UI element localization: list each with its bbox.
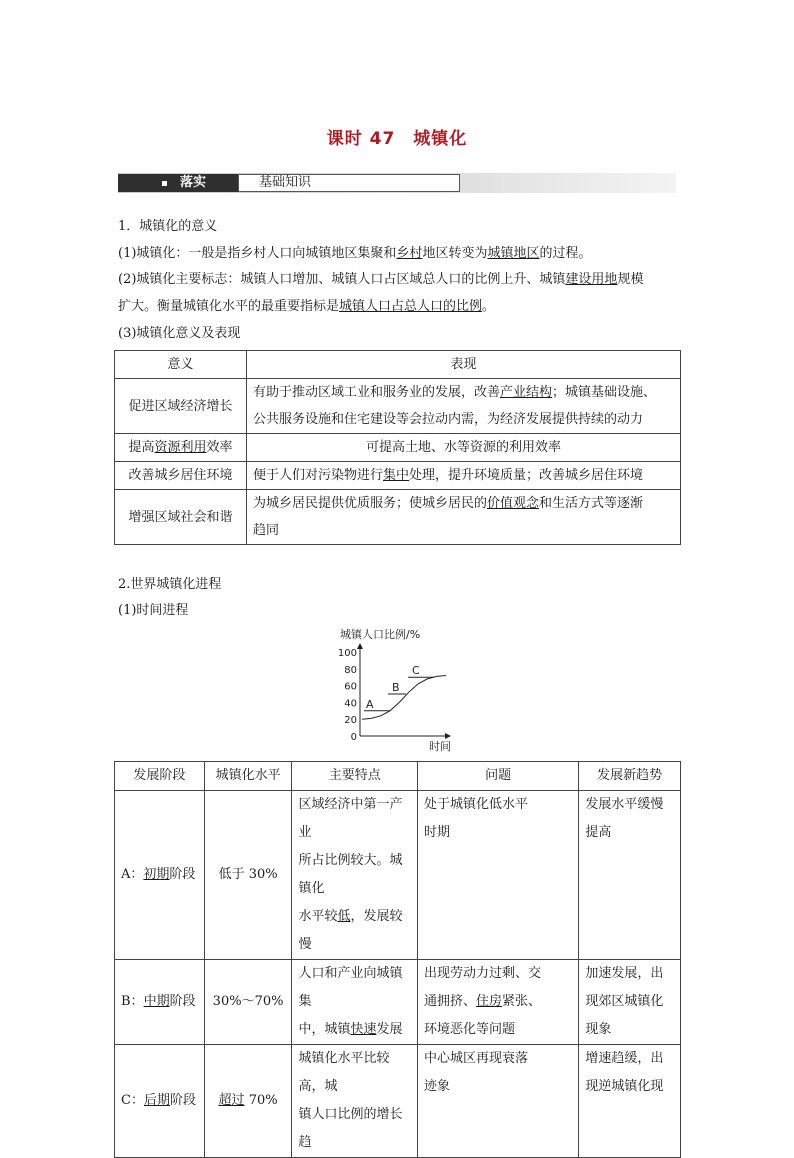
text-run: 30%～70% [212, 994, 284, 1009]
table-cell [115, 960, 205, 1045]
text-run: 区域经济中第一产业 [298, 797, 403, 840]
text-run: 的过程。 [539, 246, 592, 261]
table-row [115, 791, 681, 960]
text-run: C： [121, 1093, 144, 1108]
table-row [115, 462, 681, 490]
text-run-underlined: 资源利用 [154, 440, 207, 455]
sec2-heading: 2.世界城镇化进程 [118, 577, 222, 592]
text-run: 地区转变为 [422, 246, 488, 261]
table-cell [204, 1045, 292, 1158]
x-axis-label: 时间 [429, 740, 451, 753]
table-cell [579, 1045, 681, 1158]
table-cell [292, 960, 418, 1045]
significance-table [114, 350, 681, 545]
table-header-cell: 发展阶段 [115, 762, 205, 791]
table-header-cell: 城镇化水平 [204, 762, 292, 791]
text-run: 公共服务设施和住宅建设等会拉动内需，为经济发展提供持续的动力 [253, 412, 644, 427]
text-run: 。 [482, 299, 496, 314]
y-tick-label: 20 [344, 715, 357, 727]
text-run: 阶段 [169, 1093, 196, 1108]
text-run-underlined: 城镇人口占总人口的比例 [339, 299, 483, 314]
text-run: 现逆城镇化现 [585, 1079, 664, 1094]
text-run: 为城乡居民提供优质服务；使城乡居民的 [253, 496, 488, 511]
text-run-underlined: 中期 [143, 994, 170, 1009]
stage-marks [364, 664, 434, 711]
banner-right-label: 基础知识 [259, 175, 312, 190]
text-run-underlined: 快速 [350, 1022, 377, 1037]
table-cell [292, 791, 418, 960]
y-tick-label: 80 [344, 664, 357, 676]
text-run-underlined: 超过 [218, 1093, 245, 1108]
text-run: 出现劳动力过剩、交 [423, 966, 541, 981]
y-axis-label: 城镇人口比例/% [340, 628, 421, 641]
text-run: A： [121, 867, 144, 882]
table-row [115, 490, 681, 545]
table-cell: 可提高土地、水等资源的利用效率 [247, 434, 681, 462]
text-run: 环境恶化等问题 [423, 1022, 515, 1037]
text-run: 提高 [128, 440, 155, 455]
banner-left-label: 落实 [180, 175, 207, 190]
table-header-cell: 意义 [115, 351, 247, 379]
text-run: 中，城镇 [298, 1022, 351, 1037]
text-run: 有助于推动区域工业和服务业的发展，改善 [253, 385, 501, 400]
table-row [115, 379, 681, 434]
table-cell [115, 434, 247, 462]
text-run: 便于人们对污染物进行 [253, 468, 384, 483]
text-run: 提高 [585, 825, 612, 840]
stage-mark-label: B [392, 681, 400, 694]
text-run: B： [121, 994, 144, 1009]
text-run: 扩大。衡量城镇化水平的最重要指标是 [118, 299, 340, 314]
text-run: 规模 [617, 272, 644, 287]
text-run: 人口和产业向城镇集 [298, 966, 403, 1009]
text-run: 趋同 [253, 523, 280, 538]
table-cell [247, 490, 681, 545]
sec1-p1 [118, 245, 591, 262]
text-run-underlined: 城镇地区 [487, 246, 540, 261]
square-bullet-icon [162, 181, 167, 186]
table-header-cell: 主要特点 [292, 762, 418, 791]
table-cell [204, 791, 292, 960]
page-title: 课时 47 城镇化 [326, 129, 468, 149]
banner-light-tab [238, 174, 460, 192]
text-run: (1)城镇化：一般是指乡村人口向城镇地区集聚和 [118, 246, 397, 261]
urbanization-curve [362, 676, 446, 720]
table-cell [247, 462, 681, 490]
section-banner [118, 173, 676, 193]
table-header-row [115, 762, 681, 791]
text-run: 发展 [376, 1022, 403, 1037]
text-run: ，发展较慢 [298, 909, 403, 952]
sec1-p2a [118, 271, 643, 288]
text-run: 中心城区再现衰落 [423, 1051, 528, 1066]
table-cell [292, 1045, 418, 1158]
text-run: 镇人口比例的增长趋 [298, 1107, 403, 1150]
table-row [115, 434, 681, 462]
table-cell [579, 791, 681, 960]
text-run-underlined: 建设用地 [565, 272, 618, 287]
text-run: 70% [244, 1093, 278, 1108]
text-run-underlined: 集中 [383, 468, 410, 483]
text-run: 现郊区城镇化 [585, 994, 664, 1009]
text-run: 和生活方式等逐渐 [539, 496, 644, 511]
table-header-cell: 发展新趋势 [579, 762, 681, 791]
sec1-heading: 1．城镇化的意义 [118, 219, 218, 234]
table-header-cell: 问题 [417, 762, 578, 791]
table-row [115, 960, 681, 1045]
text-run-underlined: 产业结构 [500, 385, 553, 400]
text-run-underlined: 低 [337, 909, 351, 924]
text-run: (2)城镇化主要标志：城镇人口增加、城镇人口占区域总人口的比例上升、城镇 [118, 272, 566, 287]
text-run: 迹象 [423, 1079, 450, 1094]
sec2-sub: (1)时间进程 [118, 603, 189, 618]
text-run: 效率 [206, 440, 233, 455]
text-run: 处理，提升环境质量；改善城乡居住环境 [409, 468, 644, 483]
text-run: 增速趋缓，出 [585, 1051, 664, 1066]
table-cell: 改善城乡居住环境 [115, 462, 247, 490]
table-cell: 促进区域经济增长 [115, 379, 247, 434]
stage-mark-label: A [366, 697, 374, 711]
text-run: 时期 [423, 825, 450, 840]
table-cell [247, 379, 681, 434]
text-run: 发展水平缓慢 [585, 797, 664, 812]
table-cell [115, 1045, 205, 1158]
table-cell [417, 1045, 578, 1158]
text-run: 阶段 [169, 867, 196, 882]
text-run: 阶段 [169, 994, 196, 1009]
y-ticks [338, 648, 357, 743]
urbanization-stage-table [114, 761, 681, 1158]
table-cell [204, 960, 292, 1045]
text-run: 现象 [585, 1022, 612, 1037]
table-header-cell: 表现 [247, 351, 681, 379]
table-cell [417, 791, 578, 960]
y-tick-label: 100 [337, 648, 357, 659]
y-tick-label: 60 [344, 681, 357, 693]
urbanization-chart [330, 626, 470, 756]
stage-mark-label: C [412, 664, 420, 678]
text-run: 紧张、 [502, 994, 542, 1009]
table-cell [417, 960, 578, 1045]
table-header-row [115, 351, 681, 379]
text-run: 处于城镇化低水平 [423, 797, 528, 812]
text-run: 所占比例较大。城镇化 [298, 853, 403, 896]
table-row [115, 1045, 681, 1158]
sec1-p2b [118, 298, 495, 315]
text-run-underlined: 乡村 [396, 246, 423, 261]
y-tick-label: 40 [344, 698, 357, 710]
banner-dark-tab [118, 174, 238, 192]
text-run-underlined: 住房 [476, 994, 503, 1009]
table-cell: 增强区域社会和谐 [115, 490, 247, 545]
text-run: 水平较 [298, 909, 338, 924]
text-run-underlined: 后期 [143, 1093, 170, 1108]
table-cell [579, 960, 681, 1045]
text-run: 加速发展，出 [585, 966, 664, 981]
text-run: ；城镇基础设施、 [552, 385, 657, 400]
text-run: 通拥挤、 [423, 994, 476, 1009]
table-cell [115, 791, 205, 960]
text-run-underlined: 初期 [143, 867, 170, 882]
sec1-p3: (3)城镇化意义及表现 [118, 326, 241, 341]
y-tick-label: 0 [350, 732, 357, 743]
text-run: 城镇化水平比较高，城 [298, 1051, 390, 1094]
text-run-underlined: 价值观念 [487, 496, 540, 511]
text-run: 低于 30% [218, 867, 278, 882]
